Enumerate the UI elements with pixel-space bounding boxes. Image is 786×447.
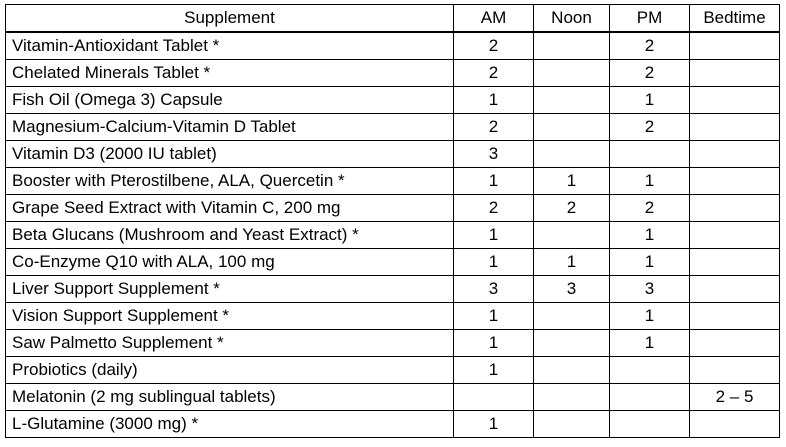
- am-cell: 3: [454, 276, 534, 303]
- bedtime-cell: [690, 32, 780, 60]
- noon-cell: [534, 60, 610, 87]
- header-am: AM: [454, 5, 534, 33]
- pm-cell: [610, 141, 690, 168]
- pm-cell: [610, 384, 690, 411]
- table-row: [6, 357, 780, 384]
- table-row: [6, 222, 780, 249]
- bedtime-cell: [690, 114, 780, 141]
- am-cell: 1: [454, 168, 534, 195]
- pm-cell: 3: [610, 276, 690, 303]
- bedtime-cell: [690, 195, 780, 222]
- am-cell: 2: [454, 114, 534, 141]
- header-supplement: Supplement: [6, 5, 454, 33]
- table-row: [6, 141, 780, 168]
- noon-cell: 1: [534, 168, 610, 195]
- am-cell: 1: [454, 330, 534, 357]
- noon-cell: [534, 303, 610, 330]
- noon-cell: [534, 87, 610, 114]
- bedtime-cell: [690, 87, 780, 114]
- bedtime-cell: [690, 168, 780, 195]
- pm-cell: 1: [610, 168, 690, 195]
- am-cell: 1: [454, 87, 534, 114]
- table-row: [6, 168, 780, 195]
- supplement-name-cell: Melatonin (2 mg sublingual tablets): [6, 384, 454, 411]
- pm-cell: 2: [610, 195, 690, 222]
- bedtime-cell: [690, 222, 780, 249]
- am-cell: 2: [454, 195, 534, 222]
- noon-cell: 3: [534, 276, 610, 303]
- pm-cell: 1: [610, 87, 690, 114]
- am-cell: 2: [454, 32, 534, 60]
- header-bedtime: Bedtime: [690, 5, 780, 33]
- am-cell: 1: [454, 222, 534, 249]
- pm-cell: 1: [610, 222, 690, 249]
- pm-cell: 2: [610, 32, 690, 60]
- noon-cell: [534, 32, 610, 60]
- bedtime-cell: [690, 60, 780, 87]
- supplement-name-cell: Liver Support Supplement *: [6, 276, 454, 303]
- pm-cell: [610, 411, 690, 438]
- bedtime-cell: 2 – 5: [690, 384, 780, 411]
- table-row: [6, 411, 780, 438]
- table-body: [6, 32, 780, 438]
- supplement-name-cell: Booster with Pterostilbene, ALA, Quercetin *: [6, 168, 454, 195]
- bedtime-cell: [690, 411, 780, 438]
- bedtime-cell: [690, 249, 780, 276]
- supplement-name-cell: Chelated Minerals Tablet *: [6, 60, 454, 87]
- supplement-name-cell: Probiotics (daily): [6, 357, 454, 384]
- bedtime-cell: [690, 303, 780, 330]
- table-row: [6, 87, 780, 114]
- am-cell: 1: [454, 357, 534, 384]
- header-pm: PM: [610, 5, 690, 33]
- table-row: [6, 384, 780, 411]
- noon-cell: 1: [534, 249, 610, 276]
- table-header-row: [6, 5, 780, 33]
- supplement-name-cell: Vision Support Supplement *: [6, 303, 454, 330]
- supplement-schedule-table: [5, 4, 780, 438]
- bedtime-cell: [690, 141, 780, 168]
- pm-cell: 1: [610, 303, 690, 330]
- noon-cell: [534, 330, 610, 357]
- table-row: [6, 330, 780, 357]
- supplement-schedule-table-container: [5, 4, 780, 438]
- pm-cell: 1: [610, 330, 690, 357]
- table-row: [6, 303, 780, 330]
- pm-cell: 2: [610, 114, 690, 141]
- am-cell: 1: [454, 303, 534, 330]
- noon-cell: [534, 411, 610, 438]
- am-cell: 1: [454, 411, 534, 438]
- am-cell: [454, 384, 534, 411]
- pm-cell: 1: [610, 249, 690, 276]
- supplement-name-cell: Fish Oil (Omega 3) Capsule: [6, 87, 454, 114]
- noon-cell: [534, 222, 610, 249]
- supplement-name-cell: Vitamin-Antioxidant Tablet *: [6, 32, 454, 60]
- pm-cell: [610, 357, 690, 384]
- table-row: [6, 114, 780, 141]
- supplement-name-cell: Co-Enzyme Q10 with ALA, 100 mg: [6, 249, 454, 276]
- supplement-name-cell: Magnesium-Calcium-Vitamin D Tablet: [6, 114, 454, 141]
- table-row: [6, 249, 780, 276]
- table-row: [6, 32, 780, 60]
- bedtime-cell: [690, 276, 780, 303]
- table-row: [6, 276, 780, 303]
- header-noon: Noon: [534, 5, 610, 33]
- table-row: [6, 195, 780, 222]
- noon-cell: [534, 141, 610, 168]
- am-cell: 2: [454, 60, 534, 87]
- supplement-name-cell: Beta Glucans (Mushroom and Yeast Extract) *: [6, 222, 454, 249]
- supplement-name-cell: L-Glutamine (3000 mg) *: [6, 411, 454, 438]
- bedtime-cell: [690, 357, 780, 384]
- supplement-name-cell: Vitamin D3 (2000 IU tablet): [6, 141, 454, 168]
- bedtime-cell: [690, 330, 780, 357]
- noon-cell: 2: [534, 195, 610, 222]
- supplement-name-cell: Grape Seed Extract with Vitamin C, 200 mg: [6, 195, 454, 222]
- noon-cell: [534, 114, 610, 141]
- supplement-name-cell: Saw Palmetto Supplement *: [6, 330, 454, 357]
- noon-cell: [534, 384, 610, 411]
- am-cell: 3: [454, 141, 534, 168]
- noon-cell: [534, 357, 610, 384]
- pm-cell: 2: [610, 60, 690, 87]
- table-row: [6, 60, 780, 87]
- am-cell: 1: [454, 249, 534, 276]
